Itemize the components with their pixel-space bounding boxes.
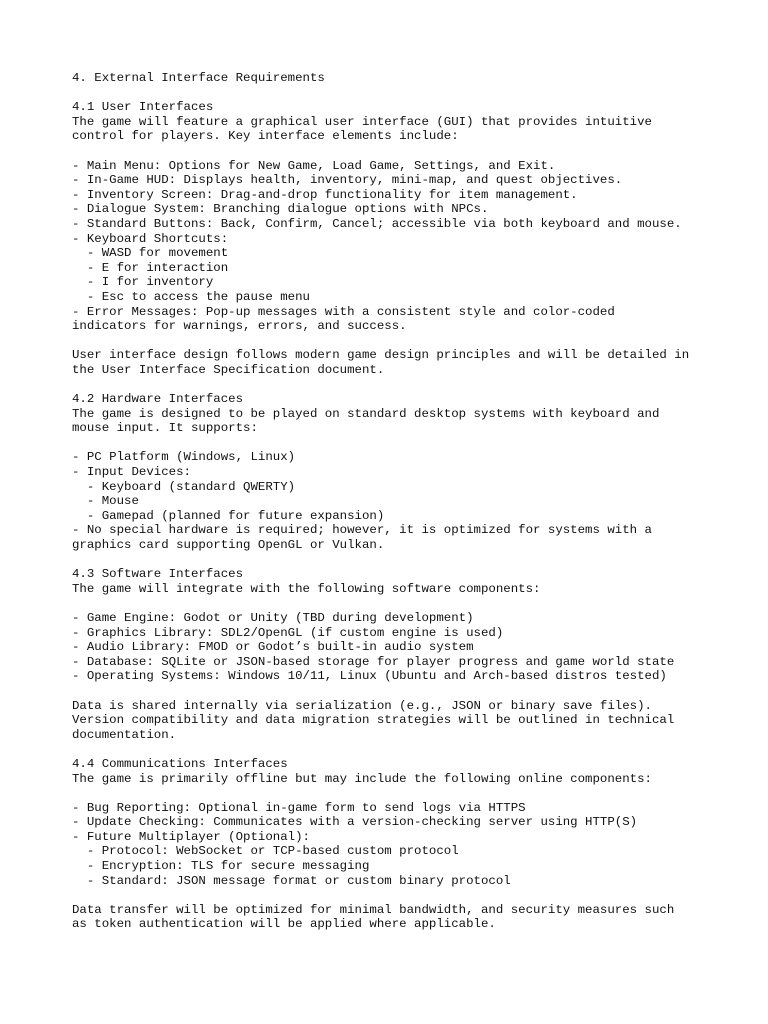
list-item: - Gamepad (planned for future expansion) bbox=[72, 508, 385, 523]
list-item: - Keyboard Shortcuts: bbox=[72, 231, 229, 246]
document-sections bbox=[72, 100, 732, 932]
spacer bbox=[72, 786, 732, 801]
list-item: - E for interaction bbox=[72, 260, 229, 275]
paragraph-line: User interface design follows modern game design principles and will be detailed in bbox=[72, 348, 690, 363]
spacer bbox=[72, 436, 732, 451]
list-item: graphics card supporting OpenGL or Vulkan. bbox=[72, 538, 385, 552]
paragraph-line: documentation. bbox=[72, 727, 177, 742]
spacer bbox=[72, 742, 732, 757]
spacer bbox=[72, 596, 732, 611]
list-item: - Dialogue System: Branching dialogue options with NPCs. bbox=[72, 202, 489, 217]
list-item: - Protocol: WebSocket or TCP-based custom protocol bbox=[72, 844, 459, 859]
list-item: - Input Devices: bbox=[72, 465, 191, 480]
section bbox=[72, 100, 732, 392]
list-item: - I for inventory bbox=[72, 275, 214, 290]
list-item: - PC Platform (Windows, Linux) bbox=[72, 450, 296, 465]
spacer bbox=[72, 334, 732, 349]
spacer bbox=[72, 144, 732, 159]
paragraph-line: as token authentication will be applied where applicable. bbox=[72, 917, 496, 932]
list-item: - Encryption: TLS for secure messaging bbox=[72, 859, 370, 874]
list-item: - Future Multiplayer (Optional): bbox=[72, 829, 310, 844]
list-item: indicators for warnings, errors, and success. bbox=[72, 319, 407, 334]
list-item: - Esc to access the pause menu bbox=[72, 289, 310, 304]
list-item: - Mouse bbox=[72, 494, 139, 509]
list-item: - Graphics Library: SDL2/OpenGL (if custom engine is used) bbox=[72, 625, 504, 640]
paragraph-line: the User Interface Specification document. bbox=[72, 362, 385, 377]
paragraph-line: Data transfer will be optimized for minimal bandwidth, and security measures such bbox=[72, 902, 675, 917]
document-heading: 4. External Interface Requirements bbox=[72, 71, 325, 85]
list-item: - Database: SQLite or JSON-based storage for player progress and game world state bbox=[72, 654, 675, 669]
spacer bbox=[72, 86, 732, 101]
section bbox=[72, 392, 732, 567]
list-item: - Update Checking: Communicates with a version-checking server using HTTP(S) bbox=[72, 815, 638, 830]
spacer bbox=[72, 553, 732, 568]
list-item: - Operating Systems: Windows 10/11, Linux (Ubuntu and Arch-based distros tested) bbox=[72, 669, 667, 684]
section-title: 4.1 User Interfaces bbox=[72, 100, 214, 115]
section bbox=[72, 567, 732, 757]
section bbox=[72, 757, 732, 932]
paragraph-line: control for players. Key interface elements include: bbox=[72, 129, 459, 144]
section-title: 4.4 Communications Interfaces bbox=[72, 756, 288, 771]
list-item: - Audio Library: FMOD or Godot’s built-in audio system bbox=[72, 640, 474, 655]
spacer bbox=[72, 377, 732, 392]
paragraph-line: Data is shared internally via serialization (e.g., JSON or binary save files). bbox=[72, 698, 652, 713]
list-item: - Bug Reporting: Optional in-game form to send logs via HTTPS bbox=[72, 800, 526, 815]
list-item: - No special hardware is required; however, it is optimized for systems with a bbox=[72, 523, 652, 538]
paragraph-line: The game will integrate with the following software components: bbox=[72, 581, 541, 596]
paragraph-line: Version compatibility and data migration strategies will be outlined in technical bbox=[72, 713, 675, 728]
list-item: - Standard Buttons: Back, Confirm, Cancel; accessible via both keyboard and mouse. bbox=[72, 216, 682, 231]
paragraph-line: The game is designed to be played on standard desktop systems with keyboard and bbox=[72, 406, 660, 421]
paragraph-line: The game is primarily offline but may include the following online components: bbox=[72, 771, 652, 786]
spacer bbox=[72, 684, 732, 699]
document-page bbox=[72, 71, 732, 932]
list-item: - Standard: JSON message format or custom binary protocol bbox=[72, 873, 511, 888]
list-item: - In-Game HUD: Displays health, inventory, mini-map, and quest objectives. bbox=[72, 173, 623, 188]
list-item: - Main Menu: Options for New Game, Load Game, Settings, and Exit. bbox=[72, 158, 556, 173]
list-item: - Game Engine: Godot or Unity (TBD during development) bbox=[72, 610, 474, 625]
section-title: 4.2 Hardware Interfaces bbox=[72, 392, 244, 407]
section-title: 4.3 Software Interfaces bbox=[72, 567, 244, 582]
list-item: - WASD for movement bbox=[72, 246, 229, 261]
list-item: - Keyboard (standard QWERTY) bbox=[72, 479, 296, 494]
spacer bbox=[72, 888, 732, 903]
list-item: - Error Messages: Pop-up messages with a consistent style and color-coded bbox=[72, 304, 615, 319]
list-item: - Inventory Screen: Drag-and-drop functionality for item management. bbox=[72, 187, 578, 202]
paragraph-line: The game will feature a graphical user interface (GUI) that provides intuitive bbox=[72, 114, 652, 129]
paragraph-line: mouse input. It supports: bbox=[72, 421, 258, 436]
